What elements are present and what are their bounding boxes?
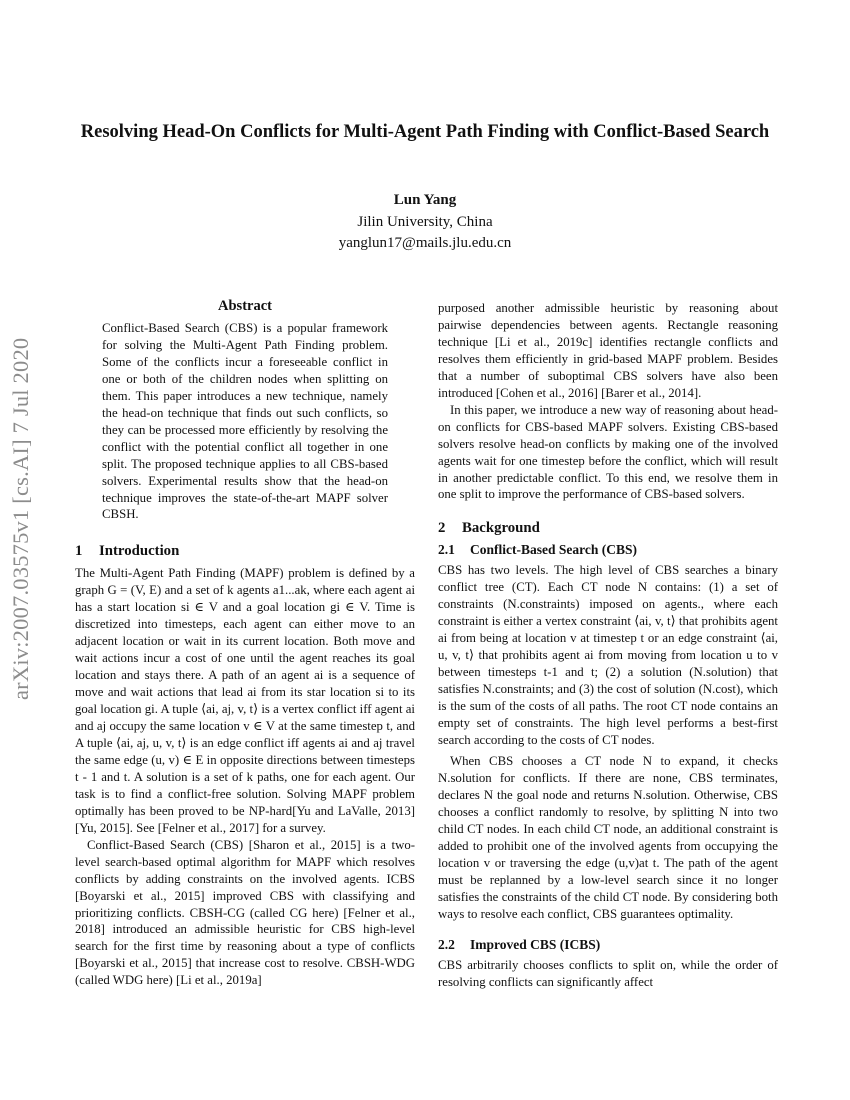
intro-paragraph-1: The Multi-Agent Path Finding (MAPF) problem is defined by a graph G = (V, E) and a set of k agents a1...ak, where each agent ai has a start location si ∈ V and a goal location gi ∈ V. Time is discretized into timesteps, each agent can either move to an adjacent location or wait in its current location. Both move and wait actions incur a cost of one until the agent reaches its goal location and stays there. A path of an agent ai is a sequence of move and wait actions that lead ai from its star location si to its goal location gi. A tuple ⟨ai, aj, v, t⟩ is a vertex conflict iff agent ai and aj occupy the same location v ∈ V at the same timestep t, and A tuple ⟨ai, aj, u, v, t⟩ is an edge conflict iff agents ai and aj travel the same edge (u, v) ∈ E in opposite directions between timesteps t - 1 and t. A solution is a set of k paths, one for each agent. Our task is to find a conflict-free solution. Solving MAPF problem optimally has been proved to be NP-hard[Yu and LaValle, 2013][Yu, 2015]. See [Felner et al., 2017] for a survey. bbox=[75, 566, 415, 835]
arxiv-identifier: arXiv:2007.03575v1 [cs.AI] 7 Jul 2020 bbox=[8, 337, 33, 700]
section-background-heading bbox=[438, 518, 778, 538]
author-name: Lun Yang bbox=[393, 192, 457, 208]
section-number: 2 bbox=[438, 520, 446, 537]
right-column bbox=[438, 300, 778, 991]
section-title: Background bbox=[462, 520, 540, 537]
paper-title: Resolving Head-On Conflicts for Multi-Agent Path Finding with Conflict-Based Search bbox=[80, 122, 770, 142]
section-number: 1 bbox=[75, 543, 83, 560]
author-affiliation: Jilin University, China bbox=[357, 214, 493, 230]
subsection-cbs-heading bbox=[438, 541, 778, 559]
subsection-title: Conflict-Based Search (CBS) bbox=[470, 542, 637, 558]
cbs-paragraph-1: CBS has two levels. The high level of CBS searches a binary conflict tree (CT). Each CT node N contains: (1) a set of constraints (N.constraints) imposed on agents., where each constraint is either a vertex constraint ⟨ai, v, t⟩ that prohibits agent ai from being at location v at timestep t or an edge constraint ⟨ai, u, v, t⟩ that prohibits agent ai from moving from location u to v between timesteps t-1 and t; (2) a solution (N.solution) that satisfies N.constraints; and (3) the cost of solution (N.cost), which is the sum of the costs of all paths. The root CT node contains an empty set of constraints. The high level performs a best-first search according to the costs of CT nodes. bbox=[438, 563, 778, 747]
abstract-body bbox=[102, 320, 388, 523]
author-email: yanglun17@mails.jlu.edu.cn bbox=[338, 235, 512, 251]
cbs-paragraph-2: When CBS chooses a CT node N to expand, it checks N.solution for conflicts. If there are none, CBS terminates, declares N the goal node and returns N.solution. Otherwise, CBS chooses a conflict randomly to resolve, by splitting N into two child CT nodes. In each child CT node, an additional constraint is added to prohibit one of the involved agents from occupying the location v or traversing the edge (u,v)at t. The path of the agent must be replanned by a low-level search since it no longer satisfies the constraints of the child CT node. By considering both ways to resolve each conflict, CBS guarantees optimality. bbox=[438, 753, 778, 921]
intro-paragraph-4: In this paper, we introduce a new way of reasoning about head-on conflicts for CBS-based MAPF solvers. Existing CBS-based solvers resolve head-on conflicts by making one of the involved agents wait for one timestep before the conflict, which will result in another predictable conflict. To this end, we resolve them in one split to improve the performance of CBS-based solvers. bbox=[438, 402, 778, 502]
subsection-icbs-heading bbox=[438, 936, 778, 954]
subsection-number: 2.1 bbox=[438, 542, 455, 558]
abstract-text: Conflict-Based Search (CBS) is a popular framework for solving the Multi-Agent Path Finding problem. Some of the conflicts incur a foreseeable conflict in one or both of the children nodes when splitting on them. This paper introduces a new technique, namely the head-on technique that finds out such conflicts, so they can be processed more efficiently by resolving the conflict with the potential conflict all together in one split. The proposed technique applies to all CBS-based solvers. Experimental results show that the head-on technique improves the state-of-the-art MAPF solver CBSH. bbox=[102, 321, 388, 522]
subsection-title: Improved CBS (ICBS) bbox=[470, 937, 601, 953]
intro-paragraph-2: Conflict-Based Search (CBS) [Sharon et al., 2015] is a two-level search-based optimal algorithm for MAPF which resolves conflicts by adding constraints on the involved agents. ICBS [Boyarski et al., 2015] improved CBS with classifying and prioritizing conflicts. CBSH-CG (called CG here) [Felner et al., 2018] introduced an admissible heuristic for CBS high-level search for the first time by reasoning about a type of conflicts [Boyarski et al., 2015] that increase cost to resolve. CBSH-WDG (called WDG here) [Li et al., 2019a] bbox=[75, 837, 415, 988]
subsection-number: 2.2 bbox=[438, 937, 455, 953]
abstract-heading: Abstract bbox=[218, 298, 272, 314]
icbs-paragraph-1: CBS arbitrarily chooses conflicts to split on, while the order of resolving conflicts can significantly affect bbox=[438, 958, 778, 990]
left-column bbox=[75, 296, 415, 989]
intro-paragraph-3: purposed another admissible heuristic by reasoning about pairwise dependencies between agents. Rectangle reasoning technique [Li et al., 2019c] identifies rectangle conflicts and resolves them efficiently in grid-based MAPF problem. Besides that a number of suboptimal CBS solvers have also been introduced [Cohen et al., 2016] [Barer et al., 2014]. bbox=[438, 301, 778, 400]
section-title: Introduction bbox=[99, 543, 180, 560]
section-intro-heading bbox=[75, 541, 415, 561]
